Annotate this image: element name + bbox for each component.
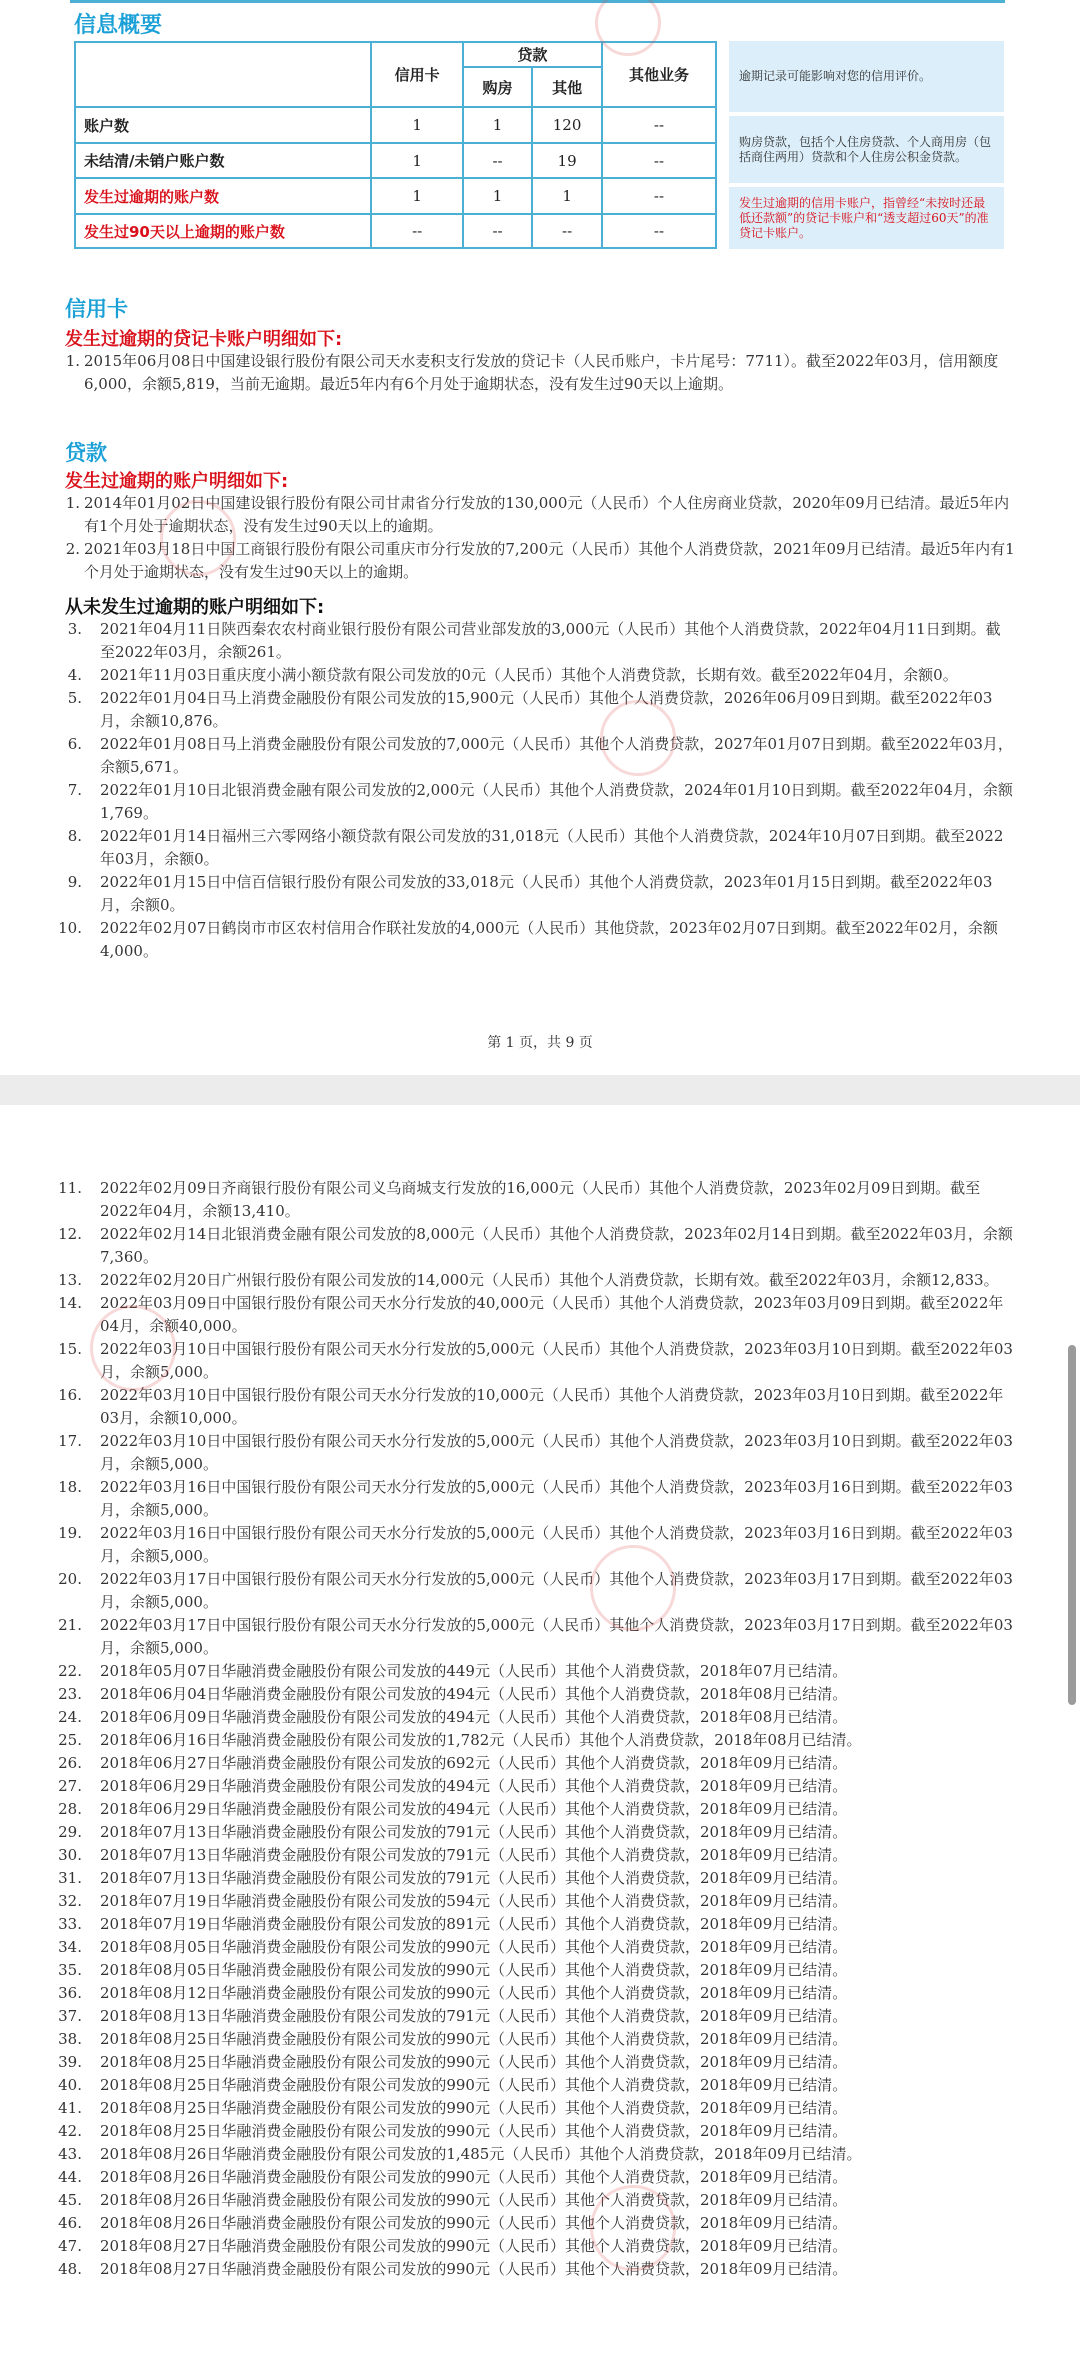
list-item: 26. 2018年06月27日华融消费金融股份有限公司发放的692元（人民币）其他个人消费贷款，2018年09月已结清。 [58, 1754, 848, 1772]
list-item: 48. 2018年08月27日华融消费金融股份有限公司发放的990元（人民币）其他个人消费贷款，2018年09月已结清。 [58, 2260, 848, 2278]
list-item: 41. 2018年08月25日华融消费金融股份有限公司发放的990元（人民币）其他个人消费贷款，2018年09月已结清。 [58, 2099, 848, 2117]
report-page-2 [0, 1105, 1080, 2376]
list-item: 33. 2018年07月19日华融消费金融股份有限公司发放的891元（人民币）其他个人消费贷款，2018年09月已结清。 [58, 1915, 848, 1933]
list-item: 39. 2018年08月25日华融消费金融股份有限公司发放的990元（人民币）其他个人消费贷款，2018年09月已结清。 [58, 2053, 848, 2071]
list-item: 21. 2022年03月17日中国银行股份有限公司天水分行发放的5,000元（人民币）其他个人消费贷款，2023年03月17日到期。截至2022年03月，余额5,000。 [58, 1616, 1013, 1657]
summary-note-housing-loan: 购房贷款，包括个人住房贷款、个人商用房（包括商住两用）贷款和个人住房公积金贷款。 [729, 116, 1004, 183]
list-item: 42. 2018年08月25日华融消费金融股份有限公司发放的990元（人民币）其他个人消费贷款，2018年09月已结清。 [58, 2122, 848, 2140]
list-item: 16. 2022年03月10日中国银行股份有限公司天水分行发放的10,000元（人民币）其他个人消费贷款，2023年03月10日到期。截至2022年03月，余额10,000。 [58, 1386, 1004, 1427]
cell-biz: -- [602, 178, 716, 214]
credit-card-list [0, 350, 1016, 396]
summary-row [75, 143, 716, 178]
cell-house: 1 [463, 107, 533, 143]
list-item: 36. 2018年08月12日华融消费金融股份有限公司发放的990元（人民币）其他个人消费贷款，2018年09月已结清。 [58, 1984, 848, 2002]
cell-house: -- [463, 143, 533, 178]
list-item: 20. 2022年03月17日中国银行股份有限公司天水分行发放的5,000元（人民币）其他个人消费贷款，2023年03月17日到期。截至2022年03月，余额5,000。 [58, 1570, 1013, 1611]
summary-table [74, 41, 717, 249]
list-item: 32. 2018年07月19日华融消费金融股份有限公司发放的594元（人民币）其他个人消费贷款，2018年09月已结清。 [58, 1892, 848, 1910]
list-item: 10. 2022年02月07日鹤岗市市区农村信用合作联社发放的4,000元（人民币）其他贷款，2023年02月07日到期。截至2022年02月，余额4,000。 [58, 919, 998, 960]
list-item: 40. 2018年08月25日华融消费金融股份有限公司发放的990元（人民币）其他个人消费贷款，2018年09月已结清。 [58, 2076, 848, 2094]
cell-cc: 1 [371, 178, 462, 214]
cell-house: -- [463, 214, 533, 248]
summary-row [75, 178, 716, 214]
list-item: 22. 2018年05月07日华融消费金融股份有限公司发放的449元（人民币）其他个人消费贷款，2018年07月已结清。 [58, 1662, 848, 1680]
list-item: 46. 2018年08月26日华融消费金融股份有限公司发放的990元（人民币）其他个人消费贷款，2018年09月已结清。 [58, 2214, 848, 2232]
cell-other: -- [532, 214, 602, 248]
list-item: 23. 2018年06月04日华融消费金融股份有限公司发放的494元（人民币）其他个人消费贷款，2018年08月已结清。 [58, 1685, 848, 1703]
cell-biz: -- [602, 107, 716, 143]
list-item: 24. 2018年06月09日华融消费金融股份有限公司发放的494元（人民币）其他个人消费贷款，2018年08月已结清。 [58, 1708, 848, 1726]
list-item: 1. 2014年01月02日中国建设银行股份有限公司甘肃省分行发放的130,000元（人民币）个人住房商业贷款，2020年09月已结清。最近5年内有1个月处于逾期状态，没有发生过90天以上的逾期。 [65, 494, 1010, 535]
cell-biz: -- [602, 143, 716, 178]
summary-note-overdue: 逾期记录可能影响对您的信用评价。 [729, 41, 1004, 112]
list-item: 30. 2018年07月13日华融消费金融股份有限公司发放的791元（人民币）其他个人消费贷款，2018年09月已结清。 [58, 1846, 848, 1864]
list-item: 11. 2022年02月09日齐商银行股份有限公司义乌商城支行发放的16,000元（人民币）其他个人消费贷款，2023年02月09日到期。截至2022年04月，余额13,410。 [58, 1179, 981, 1220]
header-other: 其他 [532, 67, 602, 107]
summary-corner-cell [75, 42, 371, 107]
list-item: 17. 2022年03月10日中国银行股份有限公司天水分行发放的5,000元（人民币）其他个人消费贷款，2023年03月10日到期。截至2022年03月，余额5,000。 [58, 1432, 1013, 1473]
cell-other: 19 [532, 143, 602, 178]
list-item: 45. 2018年08月26日华融消费金融股份有限公司发放的990元（人民币）其他个人消费贷款，2018年09月已结清。 [58, 2191, 848, 2209]
list-item: 25. 2018年06月16日华融消费金融股份有限公司发放的1,782元（人民币）其他个人消费贷款，2018年08月已结清。 [58, 1731, 862, 1749]
list-item: 4. 2021年11月03日重庆度小满小额贷款有限公司发放的0元（人民币）其他个人消费贷款，长期有效。截至2022年04月，余额0。 [67, 666, 958, 684]
summary-row [75, 107, 716, 143]
row-label: 账户数 [75, 107, 371, 143]
top-border-line [70, 0, 1005, 3]
loan-overdue-list [0, 492, 1016, 584]
loan-heading: 贷款 [65, 441, 107, 465]
list-item: 15. 2022年03月10日中国银行股份有限公司天水分行发放的5,000元（人民币）其他个人消费贷款，2023年03月10日到期。截至2022年03月，余额5,000。 [58, 1340, 1013, 1381]
header-other-business: 其他业务 [602, 42, 716, 107]
credit-card-overdue-heading: 发生过逾期的贷记卡账户明细如下: [65, 329, 343, 350]
list-item: 7. 2022年01月10日北银消费金融有限公司发放的2,000元（人民币）其他个人消费贷款，2024年01月10日到期。截至2022年04月，余额1,769。 [67, 781, 1013, 822]
list-item: 19. 2022年03月16日中国银行股份有限公司天水分行发放的5,000元（人民币）其他个人消费贷款，2023年03月16日到期。截至2022年03月，余额5,000。 [58, 1524, 1013, 1565]
report-page-1 [0, 0, 1080, 1075]
cell-cc: -- [371, 214, 462, 248]
list-item: 43. 2018年08月26日华融消费金融股份有限公司发放的1,485元（人民币）其他个人消费贷款，2018年09月已结清。 [58, 2145, 862, 2163]
page-footer: 第 1 页，共 9 页 [487, 1035, 593, 1051]
credit-card-heading: 信用卡 [65, 297, 128, 321]
list-item: 27. 2018年06月29日华融消费金融股份有限公司发放的494元（人民币）其他个人消费贷款，2018年09月已结清。 [58, 1777, 848, 1795]
row-label: 发生过逾期的账户数 [75, 178, 371, 214]
list-item: 18. 2022年03月16日中国银行股份有限公司天水分行发放的5,000元（人民币）其他个人消费贷款，2023年03月16日到期。截至2022年03月，余额5,000。 [58, 1478, 1013, 1519]
list-item: 35. 2018年08月05日华融消费金融股份有限公司发放的990元（人民币）其他个人消费贷款，2018年09月已结清。 [58, 1961, 848, 1979]
list-item: 37. 2018年08月13日华融消费金融股份有限公司发放的791元（人民币）其他个人消费贷款，2018年09月已结清。 [58, 2007, 848, 2025]
summary-note-credit-overdue: 发生过逾期的信用卡账户，指曾经“未按时还最低还款额”的贷记卡账户和“透支超过60天”的准贷记卡账户。 [729, 187, 1004, 249]
list-item: 29. 2018年07月13日华融消费金融股份有限公司发放的791元（人民币）其他个人消费贷款，2018年09月已结清。 [58, 1823, 848, 1841]
list-item: 28. 2018年06月29日华融消费金融股份有限公司发放的494元（人民币）其他个人消费贷款，2018年09月已结清。 [58, 1800, 848, 1818]
loan-overdue-heading: 发生过逾期的账户明细如下: [65, 471, 289, 492]
cell-other: 120 [532, 107, 602, 143]
cell-biz: -- [602, 214, 716, 248]
list-item: 2. 2021年03月18日中国工商银行股份有限公司重庆市分行发放的7,200元（人民币）其他个人消费贷款，2021年09月已结清。最近5年内有1个月处于逾期状态，没有发生过90天以上的逾期。 [65, 540, 1015, 581]
list-item: 9. 2022年01月15日中信百信银行股份有限公司发放的33,018元（人民币）其他个人消费贷款，2023年01月15日到期。截至2022年03月，余额0。 [67, 873, 993, 914]
cell-house: 1 [463, 178, 533, 214]
list-item: 3. 2021年04月11日陕西秦农农村商业银行股份有限公司营业部发放的3,000元（人民币）其他个人消费贷款，2022年04月11日到期。截至2022年03月，余额261。 [67, 620, 1001, 661]
header-loan: 贷款 [463, 42, 602, 67]
list-item: 34. 2018年08月05日华融消费金融股份有限公司发放的990元（人民币）其他个人消费贷款，2018年09月已结清。 [58, 1938, 848, 1956]
list-item: 12. 2022年02月14日北银消费金融有限公司发放的8,000元（人民币）其他个人消费贷款，2023年02月14日到期。截至2022年03月，余额7,360。 [58, 1225, 1013, 1266]
loan-normal-heading: 从未发生过逾期的账户明细如下: [65, 597, 325, 618]
cell-cc: 1 [371, 143, 462, 178]
list-item: 47. 2018年08月27日华融消费金融股份有限公司发放的990元（人民币）其他个人消费贷款，2018年09月已结清。 [58, 2237, 848, 2255]
list-item: 44. 2018年08月26日华融消费金融股份有限公司发放的990元（人民币）其他个人消费贷款，2018年09月已结清。 [58, 2168, 848, 2186]
loan-normal-list-page1 [0, 618, 1015, 963]
list-item: 14. 2022年03月09日中国银行股份有限公司天水分行发放的40,000元（人民币）其他个人消费贷款，2023年03月09日到期。截至2022年04月，余额40,000。 [58, 1294, 1004, 1335]
header-housing: 购房 [463, 67, 533, 107]
page-separator [0, 1075, 1080, 1105]
summary-row [75, 214, 716, 248]
list-item: 13. 2022年02月20日广州银行股份有限公司发放的14,000元（人民币）其他个人消费贷款，长期有效。截至2022年03月，余额12,833。 [58, 1271, 999, 1289]
summary-heading: 信息概要 [74, 13, 163, 38]
vertical-scrollbar[interactable] [1068, 1345, 1076, 1705]
header-credit-card: 信用卡 [371, 42, 462, 107]
cell-other: 1 [532, 178, 602, 214]
row-label: 发生过90天以上逾期的账户数 [75, 214, 371, 248]
row-label: 未结清/未销户账户数 [75, 143, 371, 178]
list-item: 31. 2018年07月13日华融消费金融股份有限公司发放的791元（人民币）其他个人消费贷款，2018年09月已结清。 [58, 1869, 848, 1887]
list-item: 6. 2022年01月08日马上消费金融股份有限公司发放的7,000元（人民币）其他个人消费贷款，2027年01月07日到期。截至2022年03月，余额5,671。 [67, 735, 1013, 776]
list-item: 38. 2018年08月25日华融消费金融股份有限公司发放的990元（人民币）其他个人消费贷款，2018年09月已结清。 [58, 2030, 848, 2048]
loan-normal-list-page2 [0, 1177, 1015, 2281]
list-item: 1. 2015年06月08日中国建设银行股份有限公司天水麦积支行发放的贷记卡（人民币账户，卡片尾号：7711）。截至2022年03月，信用额度6,000，余额5,819，当前无逾期。最近5年内有6个月处于逾期状态，没有发生过90天以上逾期。 [65, 352, 999, 393]
cell-cc: 1 [371, 107, 462, 143]
list-item: 8. 2022年01月14日福州三六零网络小额贷款有限公司发放的31,018元（人民币）其他个人消费贷款，2024年10月07日到期。截至2022年03月，余额0。 [67, 827, 1004, 868]
list-item: 5. 2022年01月04日马上消费金融股份有限公司发放的15,900元（人民币）其他个人消费贷款，2026年06月09日到期。截至2022年03月，余额10,876。 [67, 689, 993, 730]
